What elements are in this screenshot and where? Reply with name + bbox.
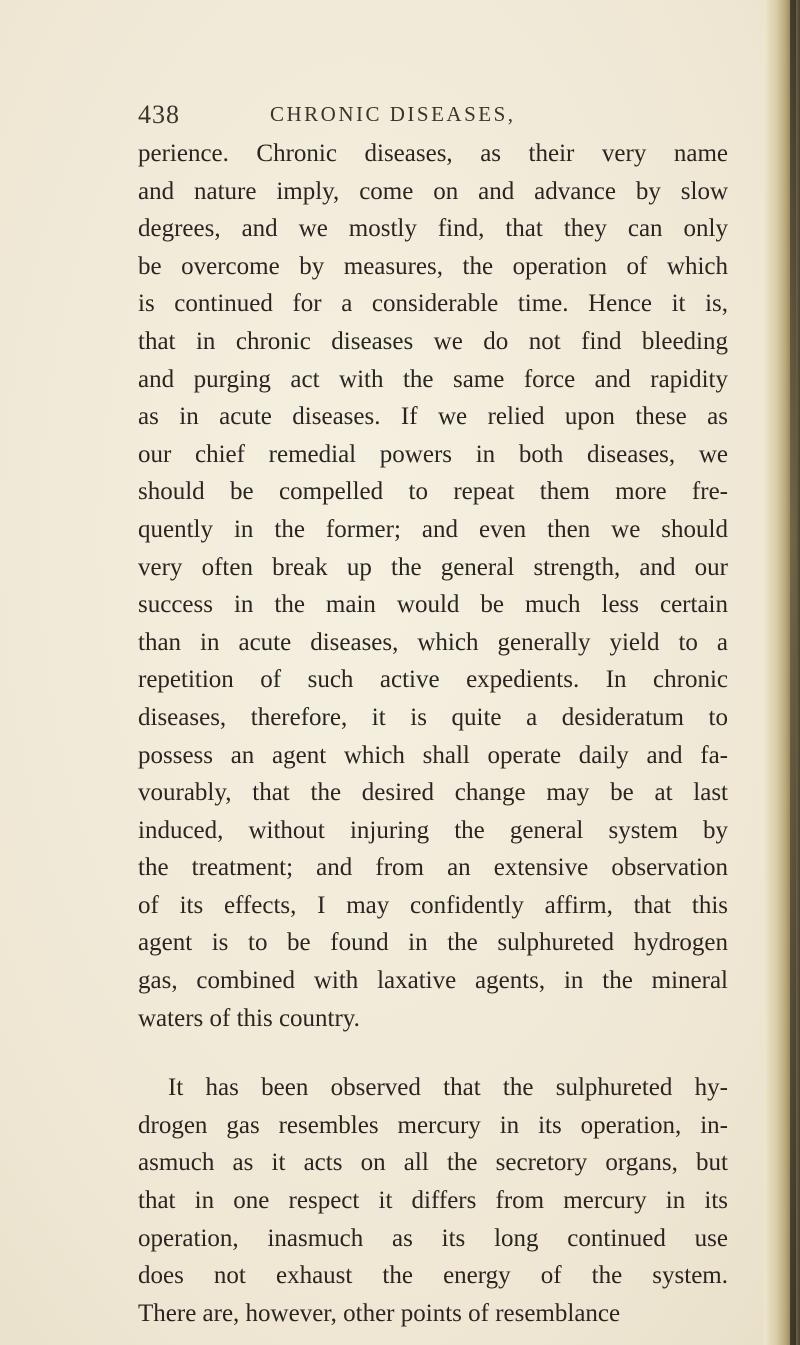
running-head: CHRONIC DISEASES, [270,102,516,126]
text-line: agent is to be found in the sulphureted hydrogen [138,929,728,957]
text-line: our chief remedial powers in both diseases, we [138,440,728,468]
text-line: as in acute diseases. If we relied upon these as [138,403,728,431]
text-line: that in chronic diseases we do not find bleeding [138,327,728,355]
text-line: be overcome by measures, the operation of which [138,252,728,280]
text-line: and nature imply, come on and advance by slow [138,177,728,205]
text-line: perience. Chronic diseases, as their very name [138,140,728,167]
text-line: induced, without injuring the general system by [138,816,728,844]
text-line: repetition of such active expedients. In chronic [138,666,728,694]
text-line: vourably, that the desired change may be at last [138,779,728,807]
text-line: the treatment; and from an extensive observation [138,854,728,882]
body-text [138,135,728,1332]
text-line: that in one respect it differs from mercury in its [138,1187,728,1215]
text-line: is continued for a considerable time. Hence it is, [138,290,728,318]
text-line: diseases, therefore, it is quite a desideratum to [138,703,728,731]
book-spine-edge [790,0,796,1345]
text-line: asmuch as it acts on all the secretory organs, but [138,1149,728,1177]
paragraph [138,1069,728,1332]
paragraph-gap [138,1037,728,1069]
text-line: and purging act with the same force and rapidity [138,365,728,393]
text-line: gas, combined with laxative agents, in the mineral [138,967,728,995]
text-line: There are, however, other points of resemblance [138,1299,621,1327]
text-line: drogen gas resembles mercury in its operation, in- [138,1111,728,1139]
text-line: of its effects, I may confidently affirm, that this [138,891,728,919]
text-line: very often break up the general strength, and our [138,553,728,581]
page-header [138,100,613,136]
text-line: degrees, and we mostly find, that they can only [138,215,728,243]
text-line: quently in the former; and even then we should [138,515,728,543]
page-number: 438 [138,100,180,129]
text-line: success in the main would be much less certain [138,591,728,619]
text-line: possess an agent which shall operate daily and fa- [138,741,728,769]
text-line: should be compelled to repeat them more fre- [138,478,728,506]
text-line: It has been observed that the sulphureted hy- [168,1074,728,1102]
text-line: operation, inasmuch as its long continued use [138,1224,728,1252]
text-line: waters of this country. [138,1004,360,1032]
paragraph [138,135,728,1037]
text-line: does not exhaust the energy of the system. [138,1262,728,1290]
text-line: than in acute diseases, which generally yield to a [138,628,728,656]
